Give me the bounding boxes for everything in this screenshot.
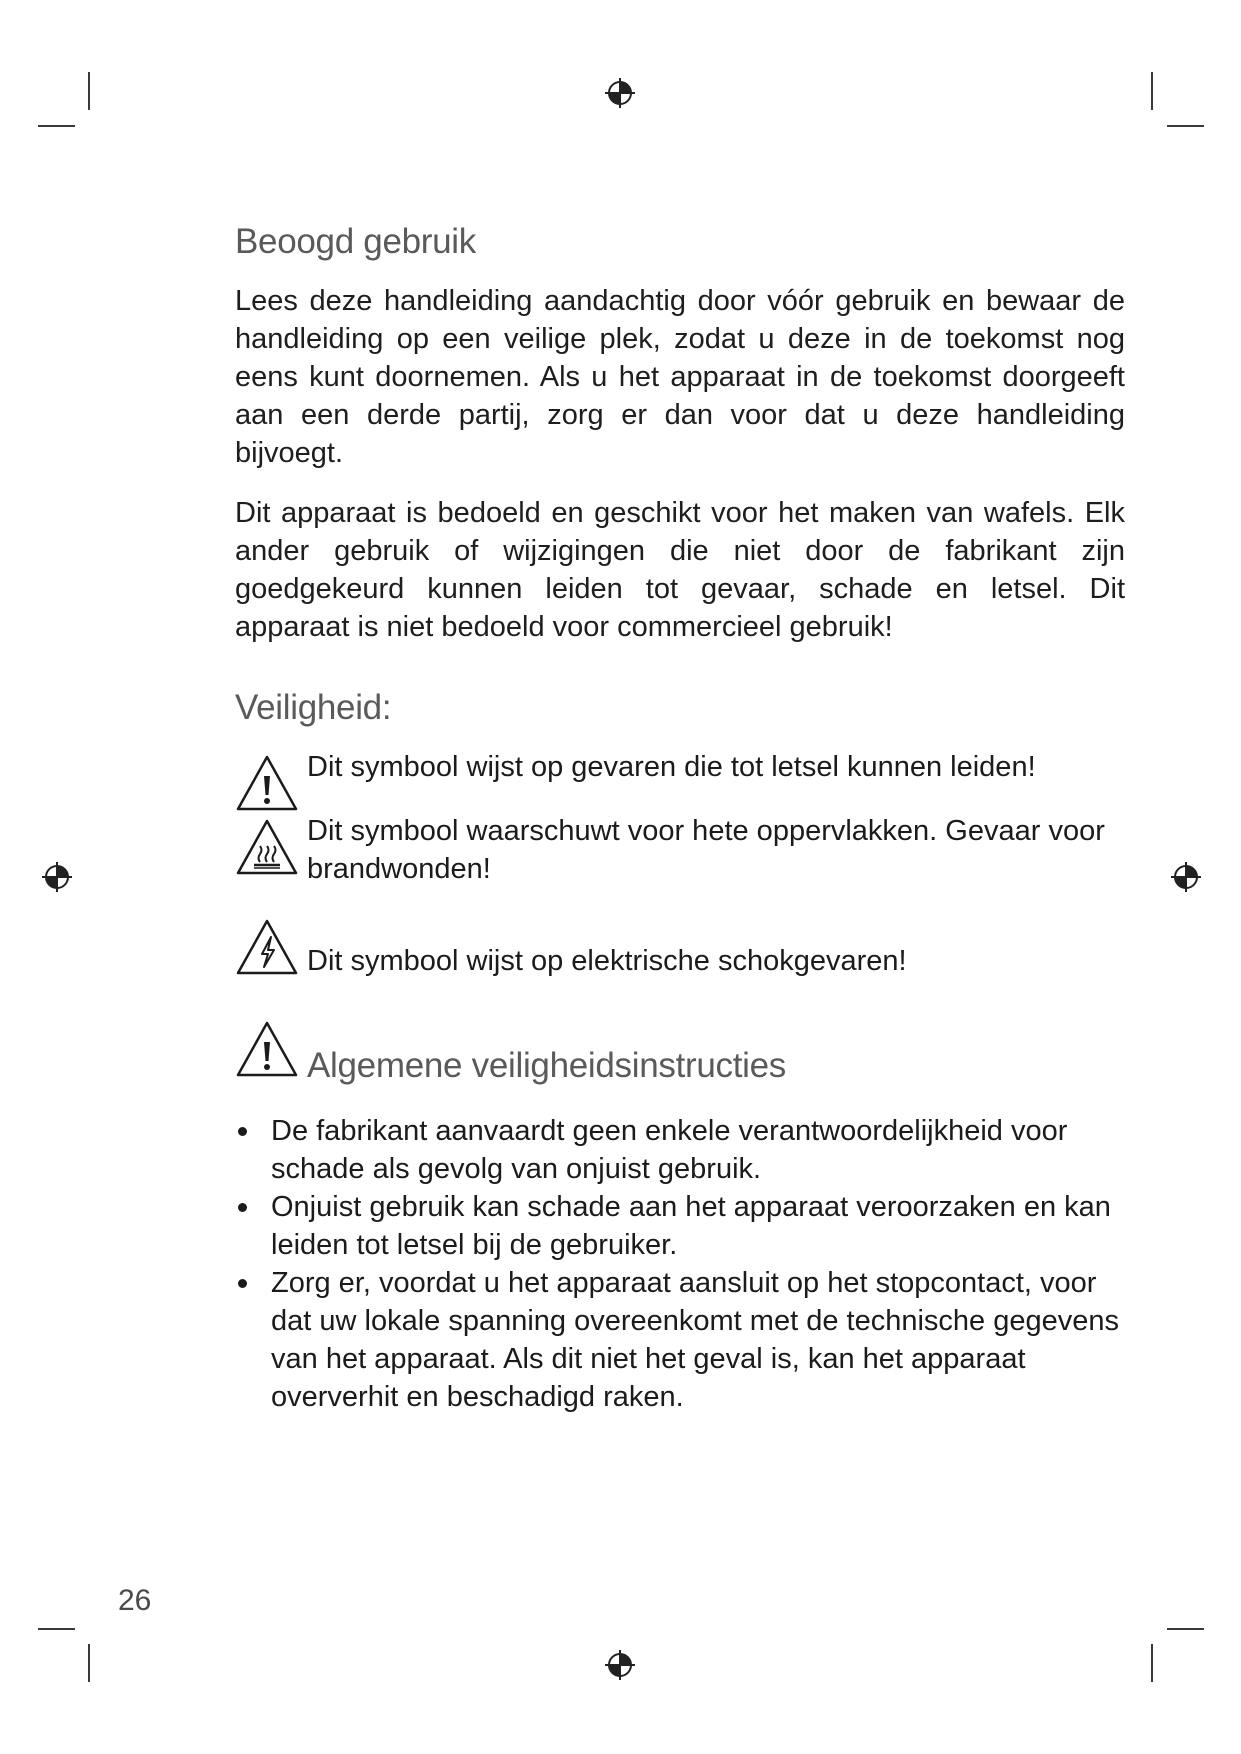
crop-mark xyxy=(38,125,75,127)
intended-use-paragraph-2: Dit apparaat is bedoeld en geschikt voor het maken van wafels. Elk ander gebruik of wijzigingen die niet door de fabrikant zijn goedgekeurd kunnen leiden tot gevaar, schade en letsel. Dit apparaat is niet bedoeld voor commercieel gebruik! xyxy=(235,497,1125,643)
crop-mark xyxy=(1167,125,1204,127)
warning-exclamation-icon xyxy=(235,754,299,812)
crop-mark xyxy=(88,1644,90,1682)
page-content xyxy=(235,222,1125,1416)
crop-mark xyxy=(1151,72,1153,110)
warning-item xyxy=(235,812,1125,888)
hot-surface-icon xyxy=(235,818,299,876)
crop-mark xyxy=(88,72,90,110)
general-safety-list xyxy=(235,1112,1125,1416)
section-heading-safety: Veiligheid: xyxy=(235,688,392,727)
registration-mark-icon xyxy=(603,76,637,110)
warning-item xyxy=(235,748,1125,786)
electric-shock-icon xyxy=(235,918,299,976)
section-heading-intended-use: Beoogd gebruik xyxy=(235,222,476,261)
registration-mark-icon xyxy=(40,860,74,894)
list-item: De fabrikant aanvaardt geen enkele verantwoordelijkheid voor schade als gevolg van onjuist gebruik. xyxy=(235,1112,1125,1188)
page-number: 26 xyxy=(118,1584,152,1617)
registration-mark-icon xyxy=(1169,860,1203,894)
list-item: Onjuist gebruik kan schade aan het apparaat veroorzaken en kan leiden tot letsel bij de gebruiker. xyxy=(235,1188,1125,1264)
crop-mark xyxy=(38,1628,75,1630)
intended-use-paragraph-1: Lees deze handleiding aandachtig door vóór gebruik en bewaar de handleiding op een veilige plek, zodat u deze in de toekomst nog eens kunt doornemen. Als u het apparaat in de toekomst doorgeeft aan een derde partij, zorg er dan voor dat u deze handleiding bijvoegt. xyxy=(235,285,1125,469)
registration-mark-icon xyxy=(603,1648,637,1682)
warning-text: Dit symbool wijst op elektrische schokgevaren! xyxy=(307,945,907,977)
list-item: Zorg er, voordat u het apparaat aansluit op het stopcontact, voor dat uw lokale spanning overeenkomt met de technische gegevens van het apparaat. Als dit niet het geval is, kan het apparaat oververhit en beschadigd raken. xyxy=(235,1264,1125,1416)
crop-mark xyxy=(1151,1644,1153,1682)
warning-text: Dit symbool waarschuwt voor hete oppervlakken. Gevaar voor brandwonden! xyxy=(307,815,1105,885)
warning-item xyxy=(235,918,1125,980)
warning-exclamation-icon xyxy=(235,1020,299,1078)
general-safety-heading-row xyxy=(235,1020,1125,1086)
section-heading-general-safety: Algemene veiligheidsinstructies xyxy=(307,1046,787,1085)
warning-text: Dit symbool wijst op gevaren die tot letsel kunnen leiden! xyxy=(307,751,1036,783)
crop-mark xyxy=(1167,1628,1204,1630)
